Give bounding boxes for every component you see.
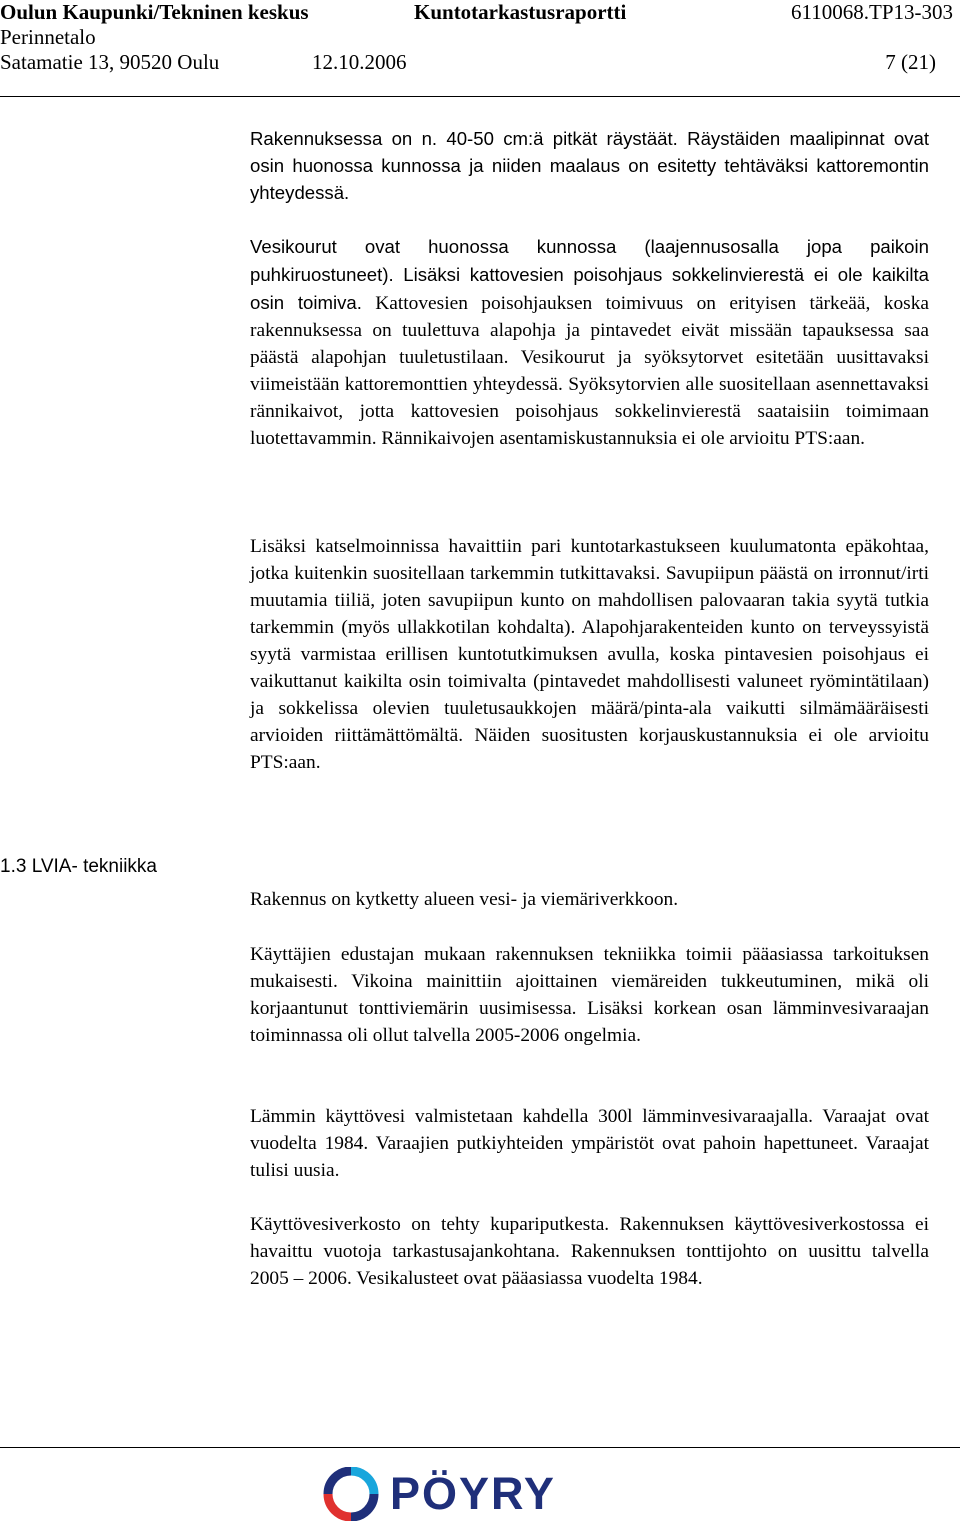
report-number: 6110068.TP13-303 xyxy=(791,0,953,24)
page-header xyxy=(0,0,960,96)
poyry-mark-icon xyxy=(322,1467,380,1521)
paragraph-vesikourut xyxy=(250,233,929,452)
paragraph-rakennuksessa: Rakennuksessa on n. 40-50 cm:ä pitkät räystäät. Räystäiden maalipinnat ovat osin huonossa kunnossa ja niiden maalaus on esitetty tehtäväksi kattoremontin yhteydessä. xyxy=(250,128,929,203)
company-logo xyxy=(322,1466,556,1522)
logo-wordmark: PÖYRY xyxy=(390,1468,556,1519)
report-date: 12.10.2006 xyxy=(312,50,407,74)
header-divider xyxy=(0,96,960,97)
paragraph-kayttajien: Käyttäjien edustajan mukaan rakennuksen tekniikka toimii pääasiassa tarkoituksen mukaisesti. Vikoina mainittiin ajoittainen viemäreiden tukkeutuminen, mikä oli korjaantunut tonttiviemärin uusimisessa. Lisäksi korkean osan lämminvesivaraajan toiminnassa oli ollut talvella 2005-2006 ongelmia. xyxy=(250,944,929,1046)
paragraph-kytketty: Rakennus on kytketty alueen vesi- ja viemäriverkkoon. xyxy=(250,889,679,910)
paragraph-lamminvesi: Lämmin käyttövesi valmistetaan kahdella 300l lämminvesivaraajalla. Varaajat ovat vuodelta 1984. Varaajien putkiyhteiden ympäristöt ovat pahoin hapettuneet. Varaajat tulisi uusia. xyxy=(250,1106,929,1181)
paragraph-kayttovesi: Käyttövesiverkosto on tehty kupariputkesta. Rakennuksen käyttövesiverkostossa ei havaittu vuotoja tarkastusajankohtana. Rakennuksen tonttijohto on uusittu talvella 2005 – 2006. Vesikalusteet ovat pääasiassa vuodelta 1984. xyxy=(250,1214,929,1289)
page-number: 7 (21) xyxy=(885,50,936,74)
paragraph-vesikourut-part-a: Vesikourut ovat huonossa kunnossa (laajennusosalla jopa paikoin puhkiruostuneet). Lisäksi kattovesien poisohjaus sokkelinvierestä ei ole kaikilta osin toimiva. xyxy=(250,236,929,313)
address: Satamatie 13, 90520 Oulu xyxy=(0,50,220,74)
paragraph-lisaksi: Lisäksi katselmoinnissa havaittiin pari kuntotarkastukseen kuulumatonta epäkohtaa, jotka kuitenkin suositellaan tarkemmin tutkittavaksi. Savupiipun päästä on irronnut/irti muutamia tiiliä, joten savupiipun kunto on mahdollisen palovaaran takia syytä tutkia tarkemmin (myös ullakkotilan kohdalta). Alapohjarakenteiden kunto on terveyssyistä syytä varmistaa erillisen kuntotutkimuksen avulla, koska pintavesien poisohjaus ei vaikuttanut kaikilta osin toimivalta (pintavedet mahdollisesti valuneet ryömintätilaan) ja sokkelissa olevien tuuletusaukkojen määrä/pinta-ala vaikutti silmämääräisesti arvioiden riittämättömältä. Näiden suositusten korjauskustannuksia ei ole arvioitu PTS:aan. xyxy=(250,536,929,773)
footer-divider xyxy=(0,1447,960,1448)
report-type: Kuntotarkastusraportti xyxy=(414,0,627,24)
organization-name: Oulun Kaupunki/Tekninen keskus xyxy=(0,0,309,24)
paragraph-vesikourut-part-b: Kattovesien poisohjauksen toimivuus on erityisen tärkeää, koska rakennuksessa on tuulettuva alapohja ja pintavedet eivät missään tapauksessa saa päästä alapohjan tuuletustilaan. Vesikourut ja syöksytorvet esitetään uusittavaksi viimeistään kattoremonttien yhteydessä. Syöksytorvien alle suositellaan asennettavaksi rännikaivot, jotta kattovesien poisohjaus sokkelinvierestä saataisiin toimimaan luotettavammin. Rännikaivojen asentamiskustannuksia ei ole arvioitu PTS:aan. xyxy=(250,293,929,449)
section-heading: 1.3 LVIA- tekniikka xyxy=(0,856,158,877)
building-name: Perinnetalo xyxy=(0,25,96,49)
